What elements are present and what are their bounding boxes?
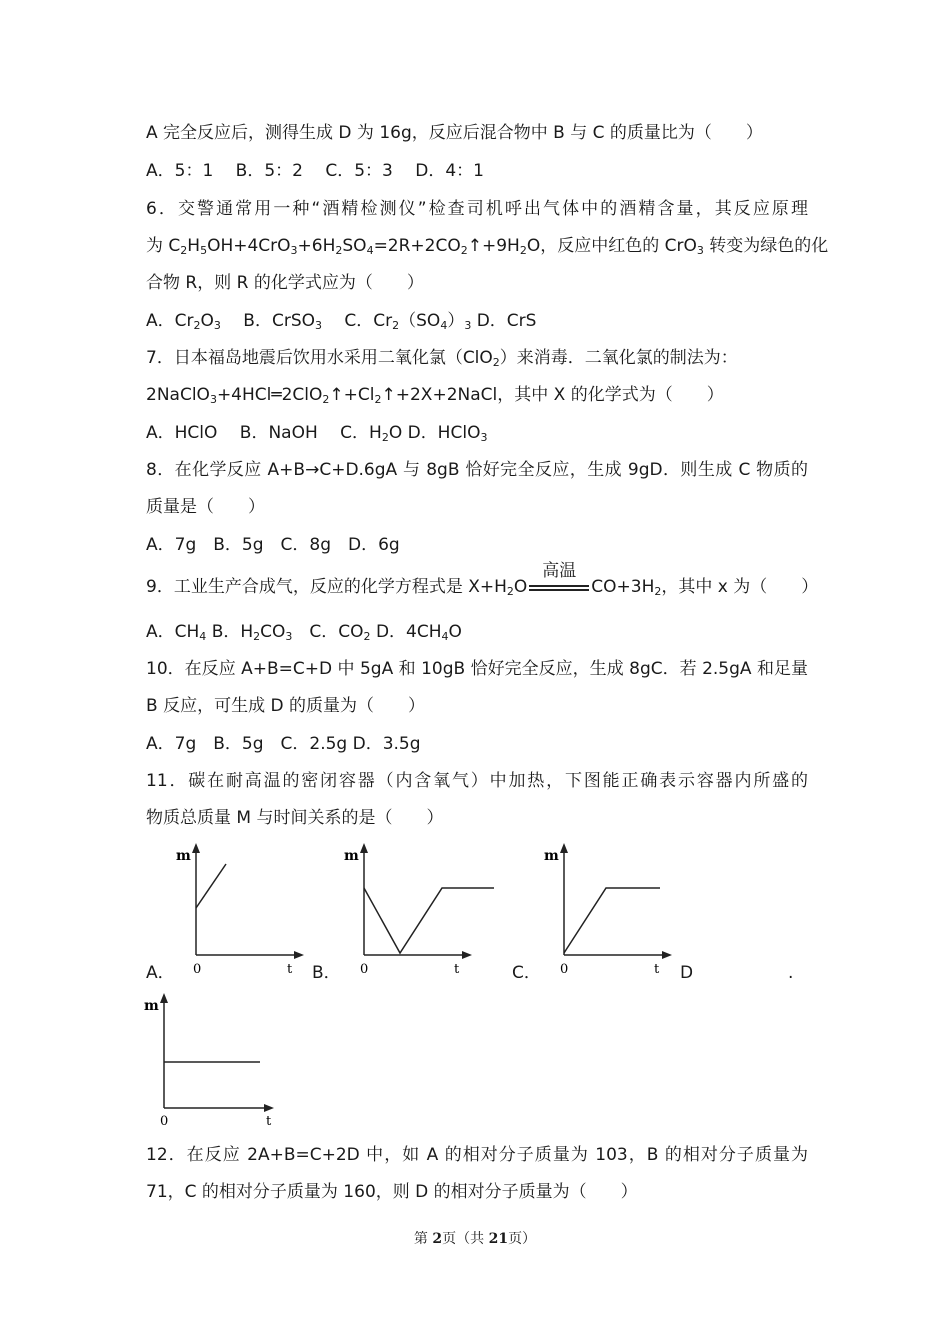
q9-options: A．$CH_4$ B．$H_2CO_3$ C．$CO_2$ D．$4CH_4O$ bbox=[146, 622, 462, 643]
q11-line1: 11．碳在耐高温的密闭容器（内含氧气）中加热，下图能正确表示容器内所盛的 bbox=[146, 771, 808, 791]
q6-line3: 合物 R，则 R 的化学式应为（ ） bbox=[146, 273, 424, 293]
q10-line1: 10．在反应 A+B=C+D 中 5gA 和 10gB 恰好完全反应，生成 8gC．若 2.5gA 和足量 bbox=[146, 659, 808, 679]
x-axis-arrow-icon bbox=[462, 951, 472, 959]
x-axis-arrow-icon bbox=[662, 951, 672, 959]
q7-line2: $2NaClO_3+4HCl═2ClO_2↑+Cl_2↑+2X+2NaCl$，其中 X 的化学式为（ ） bbox=[146, 385, 724, 406]
q8-line2: 质量是（ ） bbox=[146, 497, 265, 517]
q11-option-c-label: C． bbox=[512, 963, 541, 983]
page-footer: 第 2页（共 21页） bbox=[413, 1231, 537, 1247]
q11-graph-d bbox=[140, 990, 290, 1130]
q7-line1: 7．日本福岛地震后饮用水采用二氧化氯（ClO$_2$）来消毒．二氧化氯的制法为： bbox=[146, 348, 738, 369]
q8-options: A．7g B．5g C．8g D．6g bbox=[146, 535, 400, 555]
y-axis-arrow-icon bbox=[560, 843, 568, 853]
origin-label: 0 bbox=[160, 1114, 169, 1129]
origin-label: 0 bbox=[360, 962, 369, 977]
axis-label-t: t bbox=[287, 962, 293, 977]
q12-line2: 71，C 的相对分子质量为 160，则 D 的相对分子质量为（ ） bbox=[146, 1182, 638, 1202]
y-axis-arrow-icon bbox=[360, 843, 368, 853]
q12-line1: 12．在反应 2A+B=C+2D 中，如 A 的相对分子质量为 103，B 的相对分子质量为 bbox=[146, 1145, 808, 1165]
axis-label-m: m bbox=[144, 998, 159, 1014]
q8-line1: 8．在化学反应 A+B→C+D.6gA 与 8gB 恰好完全反应，生成 9gD．则生成 C 物质的 bbox=[146, 460, 808, 480]
curve bbox=[364, 888, 494, 953]
axis-label-m: m bbox=[544, 848, 559, 864]
q11-option-a-label: A． bbox=[146, 963, 175, 983]
q5-continuation: A 完全反应后，测得生成 D 为 16g，反应后混合物中 B 与 C 的质量比为（ ） bbox=[146, 123, 763, 143]
q6-line2: 为 $C_2H_5OH+4CrO_3+6H_2SO_4=2R+2CO_2↑+9H_2O$，反应中红色的 CrO$_3$ 转变为绿色的化 bbox=[146, 236, 829, 257]
axis-label-t: t bbox=[454, 962, 460, 977]
y-axis-arrow-icon bbox=[160, 993, 168, 1003]
curve bbox=[196, 864, 226, 908]
y-axis-arrow-icon bbox=[192, 843, 200, 853]
q7-options: A．HClO B．NaOH C．$H_2O$ D．HClO$_3$ bbox=[146, 423, 488, 444]
q9-line: 9．工业生产合成气，反应的化学方程式是 $X+H_2O$ 高温 $CO+3H_2$，其中 x 为（ ） bbox=[146, 561, 819, 598]
axis-label-m: m bbox=[176, 848, 191, 864]
high-temp-equals-sign: 高温 bbox=[527, 577, 591, 597]
q11-graph-a bbox=[170, 840, 310, 980]
axis-label-m: m bbox=[344, 848, 359, 864]
q5-options: A．5：1 B．5：2 C．5：3 D．4：1 bbox=[146, 161, 484, 181]
q6-line1: 6．交警通常用一种“酒精检测仪”检查司机呼出气体中的酒精含量，其反应原理 bbox=[146, 199, 808, 219]
axis-label-t: t bbox=[266, 1114, 272, 1129]
q10-line2: B 反应，可生成 D 的质量为（ ） bbox=[146, 696, 425, 716]
x-axis-arrow-icon bbox=[264, 1104, 274, 1112]
x-axis-arrow-icon bbox=[294, 951, 304, 959]
q11-option-d-label: D bbox=[680, 963, 694, 983]
origin-label: 0 bbox=[193, 962, 202, 977]
q11-graph-c bbox=[540, 840, 680, 980]
curve bbox=[564, 888, 660, 953]
q11-graph-b bbox=[340, 840, 500, 980]
q11-option-d-dot: . bbox=[788, 963, 794, 983]
q11-line2: 物质总质量 M 与时间关系的是（ ） bbox=[146, 808, 444, 828]
q10-options: A．7g B．5g C．2.5g D．3.5g bbox=[146, 734, 421, 754]
q6-options: A．$Cr_2O_3$ B．CrSO$_3$ C．$Cr_2(SO_4)_3$ D．CrS bbox=[146, 311, 537, 332]
q11-option-b-label: B． bbox=[312, 963, 341, 983]
axis-label-t: t bbox=[654, 962, 660, 977]
origin-label: 0 bbox=[560, 962, 569, 977]
